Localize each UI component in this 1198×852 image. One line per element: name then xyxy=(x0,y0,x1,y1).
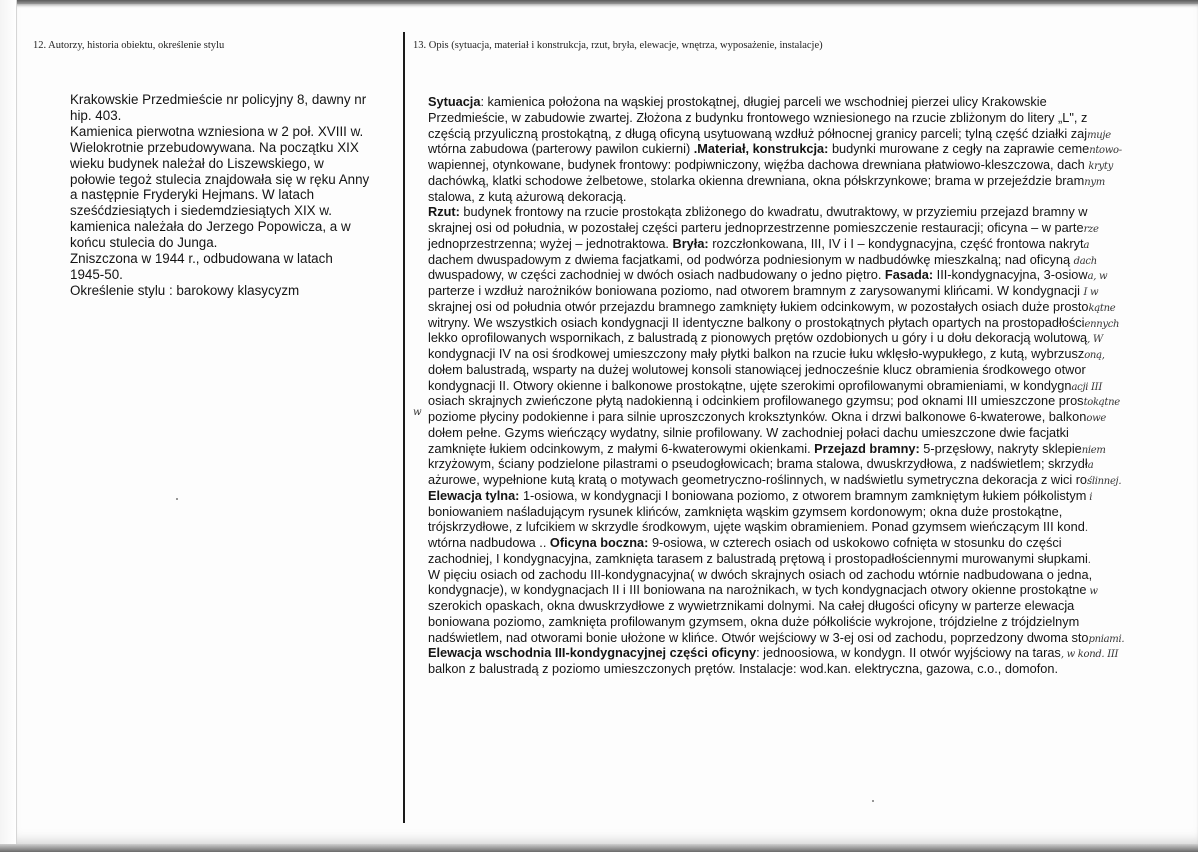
description-line xyxy=(428,362,1168,378)
section-label: .Materiał, konstrukcja: xyxy=(693,141,829,157)
description-line xyxy=(428,582,1168,598)
description-line xyxy=(428,173,1168,189)
description-line xyxy=(428,189,1168,205)
column-divider xyxy=(403,32,405,823)
description-line xyxy=(428,141,1168,157)
line-text: 5-przęsłowy, nakryty sklepie xyxy=(919,440,1082,456)
line-text: rozczłonkowana, III, IV i I – kondygnacyjna, część frontowa nakryt xyxy=(708,235,1084,251)
description-line xyxy=(428,535,1168,551)
handwritten-annotation: pniami. xyxy=(1088,633,1125,645)
line-text: kondygnacje), w kondygnacjach II i III boniowana na narożnikach, w tych kondygnacjach otwory okienne prostokątne xyxy=(428,582,1087,598)
description-line xyxy=(428,346,1168,362)
handwritten-annotation: . xyxy=(1084,523,1088,535)
description-line xyxy=(428,504,1168,520)
handwritten-margin-note: w xyxy=(413,407,422,418)
section-label: Przejazd bramny: xyxy=(814,440,920,456)
line-text: krzyżowym, ściany podzielone pilastrami o pseudogłowicach; brama stalowa, dwuskrzydłowa, z nadświetlem; skrzydł xyxy=(428,456,1088,472)
description-text xyxy=(428,94,1168,677)
description-line xyxy=(428,645,1168,661)
line-text: : jednoosiowa, w kondygn. II otwór wyjściowy na taras xyxy=(756,645,1061,661)
handwritten-annotation: a, w xyxy=(1087,271,1108,283)
section-label: Elewacja tylna: xyxy=(428,487,520,503)
history-text xyxy=(70,92,370,299)
handwritten-annotation: a xyxy=(1083,239,1090,251)
line-text: ażurowe, wypełnione kutą kratą o motywach geometryczno-roślinnych, w nadświetlu symetryczna dekoracja z wici ro xyxy=(428,472,1088,487)
description-line xyxy=(428,425,1168,441)
line-text: parterze i wzdłuż narożników boniowana poziomo, nad otworem bramnym z zarysowanymi klińcami. W kondygnacji xyxy=(428,283,1084,298)
line-text: zachodniej, I kondygnacyjna, zamknięta tarasem z balustradą prętową i prostopadłościennymi murowanymi słupkami xyxy=(428,550,1088,566)
line-text: trójskrzydłowe, z lufcikiem w skrzydle środkowym, ujęte wąskim obramieniem. Ponad gzymsem wieńczącym III kond xyxy=(428,519,1085,535)
handwritten-annotation: , W xyxy=(1087,334,1103,346)
handwritten-annotation: oną, xyxy=(1084,350,1105,361)
line-text: wtórna nadbudowa .. xyxy=(428,535,550,550)
handwritten-annotation: rze xyxy=(1083,224,1099,235)
handwritten-annotation: acji III xyxy=(1071,381,1102,393)
handwritten-annotation: dach xyxy=(1073,255,1097,267)
line-text: boniowana poziomo, zamknięta profilowanym gzymsem, okna duże półkoliście wykrojone, trójdzielne z trójdzielnym xyxy=(428,613,1080,629)
scan-speck xyxy=(872,800,874,802)
line-text: częścią przyuliczną prostokątną, z długą oficyną usytuowaną wzdłuż północnej granicy parceli; tylną część działki zaj xyxy=(428,125,1088,141)
description-line xyxy=(428,551,1168,567)
line-text: dołem pełne. Gzyms wieńczący wydatny, silnie profilowany. W zachodniej połaci dachu umieszczone dwie facjatki xyxy=(428,424,1069,440)
line-text: poziome płyciny podokienne i para silnie uproszczonych kroksztynków. Okna i drzwi balkonowe 6-kwaterowe, balkon xyxy=(428,409,1087,424)
scan-left-edge xyxy=(0,0,17,852)
line-text: lekko oprofilowanych wspornikach, z balustradą z pionowych prętów ozdobionych u góry i u dołu dekoracją wolutową xyxy=(428,330,1088,346)
history-paragraph: Kamienica pierwotna wzniesiona w 2 poł. XVIII w. Wielokrotnie przebudowywana. Na początku XIX wieku budynek należał do Liszewskiego, w połowie tegoż stulecia znajdowała się w ręku Anny a następnie Fryderyki Hejmans. W latach sześćdziesiątych i siedemdziesiątych XIX w. kamienica należała do Jerzego Popowicza, a w końcu stulecia do Junga. xyxy=(70,123,370,251)
line-text: III-kondygnacyjna, 3-osiow xyxy=(933,267,1088,283)
handwritten-annotation: w xyxy=(1086,586,1098,598)
handwritten-annotation: i xyxy=(1086,491,1093,503)
section-label: Fasada: xyxy=(884,267,934,283)
section-label: Sytuacja xyxy=(428,94,481,109)
handwritten-annotation: ennych xyxy=(1084,318,1120,330)
description-line xyxy=(428,472,1168,488)
line-text: Przedmieście, w zabudowie zwartej. Złożona z budynku frontowego wzniesionego na rzucie zbliżonym do litery „L", z xyxy=(428,109,1088,125)
line-text: dołem balustradą, wsparty na dużej wolutowej konsoli stanowiącej jednocześnie klucz obramienia środkowego otwor xyxy=(428,361,1086,377)
line-text: wapiennej, otynkowane, budynek frontowy: podpiwniczony, więźba dachowa drewniana płatwiowo-kleszczowa, dach xyxy=(428,157,1089,172)
line-text: dachówką, klatki schodowe żelbetowe, stolarka okienna drewniana, okna półskrzynkowe; brama w przejeździe bram xyxy=(428,172,1085,188)
line-text: balkon z balustradą z poziomo umieszczonych prętów. Instalacje: wod.kan. elektryczna, gazowa, c.o., domofon. xyxy=(428,661,1059,676)
line-text: stalowa, z kutą ażurową dekoracją. xyxy=(428,188,627,204)
description-line xyxy=(428,441,1168,457)
description-line xyxy=(428,157,1168,173)
handwritten-annotation: a xyxy=(1087,460,1094,472)
line-text: W pięciu osiach od zachodu III-kondygnacyjna( w dwóch skrajnych osiach od zachodu wtórnie nadbudowana o jedna, xyxy=(428,566,1093,582)
handwritten-annotation: kryty xyxy=(1088,161,1113,172)
description-line xyxy=(428,204,1168,220)
line-text: kondygnacji II. Otwory okienne i balkonowe prostokątne, ujęte szerokimi oprofilowanymi obramieniami, w kondygn xyxy=(428,377,1072,393)
description-line xyxy=(428,519,1168,535)
description-line xyxy=(428,567,1168,583)
description-line xyxy=(428,614,1168,630)
address-paragraph: Krakowskie Przedmieście nr policyjny 8, dawny nr hip. 403. xyxy=(70,92,367,123)
line-text: dachem dwuspadowym z dwiema facjatkami, od podwórza podniesionym w nadbudówkę mieszkalną; nad oficyną xyxy=(428,251,1074,267)
line-text: skrajnej osi od południa otwór przejazdu bramnego zamknięty łukiem odcinkowym, w pozostałych osiach duże prosto xyxy=(428,298,1089,314)
description-line xyxy=(428,630,1168,646)
description-line xyxy=(428,409,1168,425)
description-line xyxy=(428,661,1168,677)
line-text: zamknięte łukiem odcinkowym, z małymi 6-kwaterowymi okienkami. xyxy=(428,440,815,456)
line-text: skrajnej osi od południa, w pozostałej części parteru jednoprzestrzenne pomieszczenie restauracji; oficyna – w parte xyxy=(428,220,1084,235)
handwritten-annotation: tokątne xyxy=(1083,397,1120,409)
description-line xyxy=(428,252,1168,268)
section-label: Rzut: xyxy=(428,204,460,220)
handwritten-annotation: ślinnej. xyxy=(1087,476,1122,487)
description-line xyxy=(428,378,1168,394)
section-label: Oficyna boczna: xyxy=(549,535,649,550)
line-text: budynek frontowy na rzucie prostokąta zbliżonego do kwadratu, dwutraktowy, w przyziemiu przejazd bramny w xyxy=(459,204,1088,220)
description-line xyxy=(428,126,1168,142)
line-text: budynki murowane z cegły na zaprawie ceme xyxy=(828,141,1090,157)
line-text: witryny. We wszystkich osiach kondygnacji II identyczne balkony o prostokątnych płytach opartych na prostopadłości xyxy=(428,314,1085,330)
line-text: wtórna zabudowa (parterowy pawilon cukierni) xyxy=(428,141,694,157)
line-text: osiach skrajnych zwieńczone płytą nadokienną i odcinkiem profilowanego gzymsu; pod oknami III umieszczone pros xyxy=(428,393,1084,409)
line-text: boniowaniem naśladującym rysunek klińców, zamknięta wąskim gzymsem kordonowym; okna duże prostokątne, xyxy=(428,503,1063,519)
handwritten-annotation: I w xyxy=(1083,287,1099,298)
line-text: 1-osiowa, w kondygnacji I boniowana poziomo, z otworem bramnym zamkniętym łukiem półkolistym xyxy=(519,487,1087,503)
description-line xyxy=(428,488,1168,504)
description-line xyxy=(428,94,1168,110)
handwritten-annotation: . xyxy=(1087,554,1091,566)
style-paragraph: Określenie stylu : barokowy klasycyzm xyxy=(70,282,300,298)
description-line xyxy=(428,598,1168,614)
description-line xyxy=(428,283,1168,299)
description-line xyxy=(428,110,1168,126)
handwritten-annotation: , w kond. III xyxy=(1060,649,1119,661)
description-line xyxy=(428,299,1168,315)
section-12-heading: 12. Autorzy, historia obiektu, określenie stylu xyxy=(33,40,225,51)
description-line xyxy=(428,315,1168,331)
handwritten-annotation: kątne xyxy=(1088,302,1116,314)
description-line xyxy=(428,456,1168,472)
line-text: dwuspadowy, w części zachodniej w dwóch osiach nadbudowany o jedno piętro. xyxy=(428,267,885,283)
handwritten-annotation: muje xyxy=(1087,129,1111,141)
section-13-heading: 13. Opis (sytuacja, materiał i konstrukcja, rzut, bryła, elewacje, wnętrza, wyposażenie, instalacje) xyxy=(413,40,823,51)
description-line xyxy=(428,330,1168,346)
handwritten-annotation: nym xyxy=(1084,176,1105,188)
description-line xyxy=(428,267,1168,283)
line-text: szerokich opaskach, okna dwuskrzydłowe z wywietrznikami dolnymi. Na całej długości oficyny w parterze elewacja xyxy=(428,598,1075,613)
description-line xyxy=(428,236,1168,252)
description-line xyxy=(428,220,1168,236)
scan-speck xyxy=(176,498,178,500)
section-label: Elewacja wschodnia III-kondygnacyjnej części oficyny xyxy=(428,645,757,661)
description-line xyxy=(428,393,1168,409)
handwritten-annotation: ntowo- xyxy=(1089,145,1122,157)
line-text: jednoprzestrzenna; wyżej – jednotraktowa. xyxy=(428,235,673,251)
line-text: kondygnacji IV na osi środkowej umieszczony mały płytki balkon na rzucie łuku wklęsło-wypukłego, z kutą, wybrzusz xyxy=(428,346,1085,361)
scan-bottom-edge xyxy=(0,844,1198,852)
line-text: 9-osiowa, w czterech osiach od uskokowo cofnięta w stosunku do części xyxy=(648,535,1062,550)
destruction-paragraph: Zniszczona w 1944 r., odbudowana w latach 1945-50. xyxy=(70,251,333,282)
section-label: Bryła: xyxy=(672,235,709,251)
line-text: nadświetlem, nad otworami bonie ułożone w klińce. Otwór wejściowy w 3-ej osi od zachodu, poprzedzony dwoma sto xyxy=(428,629,1089,645)
handwritten-annotation: owe xyxy=(1086,413,1106,424)
line-text: : kamienica położona na wąskiej prostokątnej, długiej parceli we wschodniej pierzei ulicy Krakowskie xyxy=(480,94,1047,109)
handwritten-annotation: niem xyxy=(1081,444,1106,456)
